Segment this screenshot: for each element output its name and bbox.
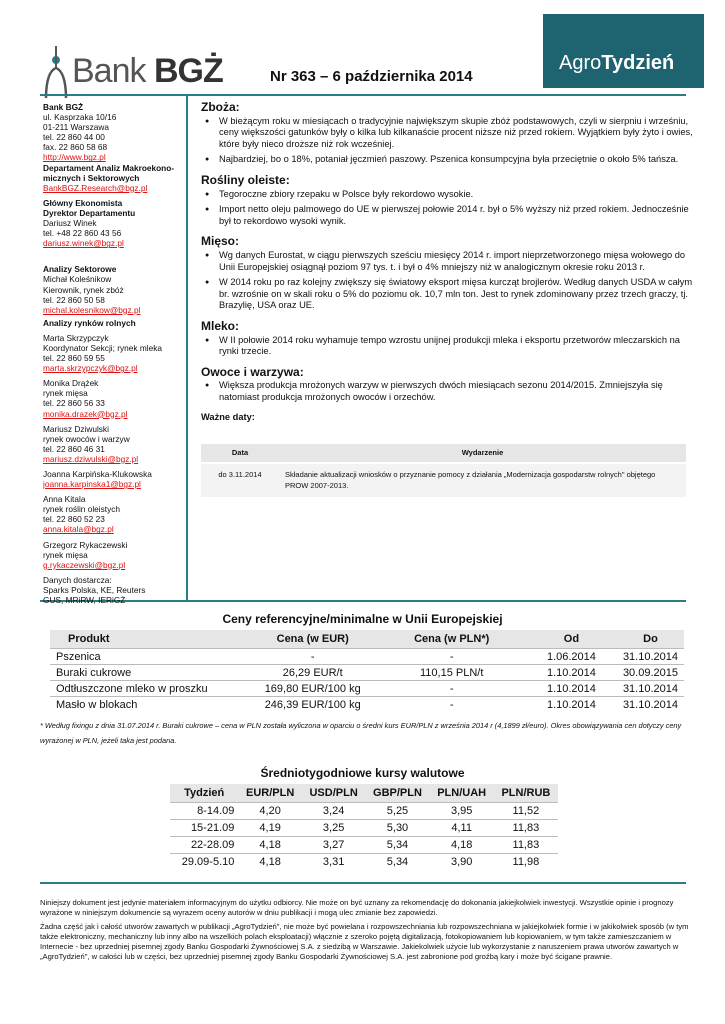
bullet-item: ● W bieżącym roku w miesiącach o tradycyjnie największym skupie zbóż podstawowych, czyli w sierpniu i wrześniu, ceny większości gatunków były o kilka lub kilkanaście procent niższe niż przed rokiem. Wyjątkiem były żyto i owies, które były nieco droższe niż rok wcześniej.	[219, 116, 696, 151]
table-cell: -	[377, 649, 525, 665]
contact-role: rynek mięsa	[43, 388, 88, 399]
table-cell: 1.06.2014	[526, 649, 617, 665]
divider-top	[40, 94, 686, 96]
column-header: Cena (w EUR)	[248, 630, 378, 649]
table-cell: 26,29 EUR/t	[248, 665, 378, 681]
contact-phone: tel. 22 860 46 31	[43, 443, 105, 454]
table-cell: 3,27	[302, 837, 366, 854]
table-cell: 3,24	[302, 803, 366, 820]
section-mleko	[201, 318, 696, 358]
agro-prefix: Agro	[559, 52, 602, 74]
bullet-item: ● W II połowie 2014 roku wyhamuje tempo wzrostu unijnej produkcji mleka i eksportu przetworów mleczarskich na rynki trzecie.	[219, 335, 696, 358]
section-rosliny-oleiste	[201, 172, 696, 227]
department-email-link[interactable]: BankBGZ.Research@bgz.pl	[43, 182, 148, 193]
phone: tel. 22 860 44 00	[43, 132, 105, 143]
table-cell: 4,18	[238, 837, 302, 854]
contact-email-link[interactable]: mariusz.dziwulski@bgz.pl	[43, 453, 139, 464]
contact-phone: tel. 22 860 50 58	[43, 294, 105, 305]
table-row	[170, 820, 558, 837]
table-cell: 4,20	[238, 803, 302, 820]
contact-email-link[interactable]: g.rykaczewski@bgz.pl	[43, 559, 126, 570]
section-mieso	[201, 236, 696, 312]
table-cell: -	[248, 649, 378, 665]
contact-phone: tel. 22 860 56 33	[43, 398, 105, 409]
contact-role: rynek owoców i warzyw	[43, 433, 130, 444]
address-line: 01-211 Warszawa	[43, 122, 109, 133]
table-cell: 30.09.2015	[617, 665, 684, 681]
column-header: EUR/PLN	[238, 784, 302, 803]
table-cell: -	[377, 697, 525, 713]
date-cell: do 3.11.2014	[201, 463, 279, 497]
table-cell: 5,25	[365, 803, 429, 820]
table-cell: 3,95	[430, 803, 494, 820]
table-cell: 3,25	[302, 820, 366, 837]
contact-name: Dariusz Winek	[43, 218, 97, 229]
disclaimer-paragraph: Niniejszy dokument jest jedynie materiałem informacyjnym do użytku odbiorcy. Nie może on być uznany za rekomendację do dokonania jakiejkolwiek inwestycji. Wszystkie opinie i prognozy wyrażone w niniejszym dokumencie są wyrazem oceny autorów w dniu publikacji i mogą ulec zmianie bez zapowiedzi.	[40, 898, 674, 918]
table-cell: 5,30	[365, 820, 429, 837]
contact-email-link[interactable]: dariusz.winek@bgz.pl	[43, 238, 124, 249]
column-header: PLN/RUB	[494, 784, 558, 803]
contact-phone: tel. 22 860 59 55	[43, 353, 105, 364]
table-cell: 169,80 EUR/100 kg	[248, 681, 378, 697]
contact-role: rynek mięsa	[43, 549, 88, 560]
main-content	[201, 102, 696, 497]
department-name: micznych i Sektorowych	[43, 172, 140, 183]
table-cell: 110,15 PLN/t	[377, 665, 525, 681]
important-dates-heading: Ważne daty:	[201, 412, 255, 423]
contact-name: Michał Koleśnikow	[43, 274, 112, 285]
table-cell: 22-28.09	[170, 837, 238, 854]
contact-sidebar	[43, 102, 185, 605]
issue-number: Nr 363 – 6 października 2014	[270, 68, 473, 85]
table-cell: 3,31	[302, 854, 366, 871]
agro-bold: Tydzień	[601, 52, 675, 74]
column-header: GBP/PLN	[365, 784, 429, 803]
column-header: Od	[526, 630, 617, 649]
sources-line: Sparks Polska, KE, Reuters	[43, 584, 146, 595]
section-heading: Owoce i warzywa:	[201, 364, 304, 379]
table-cell: Pszenica	[50, 649, 248, 665]
contact-role: Koordynator Sekcji; rynek mleka	[43, 342, 162, 353]
role-title: Dyrektor Departamentu	[43, 207, 136, 218]
table-row	[170, 854, 558, 871]
bullet-item: ● Najbardziej, bo o 18%, potaniał jęczmień paszowy. Pszenica konsumpcyjna była przeciętnie o około 5% tańsza.	[219, 154, 696, 166]
table-cell: 11,98	[494, 854, 558, 871]
contact-email-link[interactable]: marta.skrzypczyk@bgz.pl	[43, 363, 138, 374]
column-header: Data	[201, 444, 279, 463]
table-cell: 11,83	[494, 820, 558, 837]
bullet-item: ● Wg danych Eurostat, w ciągu pierwszych sześciu miesięcy 2014 r. import nieprzetworzonego mięsa wołowego do Unii Europejskiej osiągnął poziom 97 tys. t. i był o 4% mniejszy niż w analogicznym okresie roku 2013 r.	[219, 250, 696, 273]
table-row	[50, 681, 684, 697]
column-header: Cena (w PLN*)	[377, 630, 525, 649]
table-row	[170, 803, 558, 820]
section-title: Analizy rynków rolnych	[43, 317, 136, 328]
section-title: Analizy Sektorowe	[43, 264, 117, 275]
bullet-item: ● Import netto oleju palmowego do UE w pierwszej połowie 2014 r. był o 5% wyższy niż przed rokiem. Jednocześnie był to rekordowo wysoki wynik.	[219, 204, 696, 227]
table-cell: 1.10.2014	[526, 681, 617, 697]
agrotydzien-logo	[543, 14, 704, 88]
table-cell: 4,11	[430, 820, 494, 837]
sources-title: Danych dostarcza:	[43, 574, 112, 585]
contact-email-link[interactable]: joanna.karpinska1@bgz.pl	[43, 479, 141, 490]
table-cell: 31.10.2014	[617, 681, 684, 697]
contact-role: Kierownik, rynek zbóż	[43, 284, 124, 295]
website-link[interactable]: http://www.bgz.pl	[43, 152, 106, 163]
contact-phone: tel. 22 860 52 23	[43, 514, 105, 525]
contact-phone: tel. +48 22 860 43 56	[43, 228, 122, 239]
section-owoce-warzywa	[201, 364, 696, 404]
bullet-item: ● Tegoroczne zbiory rzepaku w Polsce były rekordowo wysokie.	[219, 189, 696, 201]
table-cell: 4,18	[238, 854, 302, 871]
exchange-rates-table	[170, 784, 558, 870]
bank-name: Bank BGŻ	[43, 102, 84, 112]
table-cell: Masło w blokach	[50, 697, 248, 713]
table-cell: Odtłuszczone mleko w proszku	[50, 681, 248, 697]
table-cell: 4,19	[238, 820, 302, 837]
table-cell: 8-14.09	[170, 803, 238, 820]
table-cell: 5,34	[365, 854, 429, 871]
exchange-rates-title: Średniotygodniowe kursy walutowe	[260, 766, 465, 780]
section-heading: Rośliny oleiste:	[201, 172, 290, 187]
bank-logo	[40, 40, 240, 100]
reference-prices-title: Ceny referencyjne/minimalne w Unii Europejskiej	[222, 612, 503, 626]
logo-text-bank: Bank	[72, 52, 154, 90]
contact-email-link[interactable]: anna.kitala@bgz.pl	[43, 524, 114, 535]
table-cell: 1.10.2014	[526, 665, 617, 681]
table-cell: 31.10.2014	[617, 649, 684, 665]
contact-name: Mariusz Dziwulski	[43, 423, 109, 434]
table-cell: 3,90	[430, 854, 494, 871]
address-line: ul. Kasprzaka 10/16	[43, 112, 117, 123]
bullet-item: ● W 2014 roku po raz kolejny zwiększy się światowy eksport mięsa kurcząt brojlerów. Według danych USDA w całym br. wzrośnie on w skali roku o 5% do poziomu ok. 10,7 mln ton. Jest to rynek zdominowany przez trzech graczy, tj. Brazylię, USA oraz UE.	[219, 277, 696, 312]
table-cell: 11,52	[494, 803, 558, 820]
table-row	[50, 649, 684, 665]
contact-name: Joanna Karpińska-Klukowska	[43, 469, 152, 479]
contact-role: rynek roślin oleistych	[43, 504, 121, 515]
contact-name: Monika Drążek	[43, 378, 99, 389]
table-cell: -	[377, 681, 525, 697]
section-heading: Zboża:	[201, 100, 240, 114]
important-dates-table	[201, 444, 686, 497]
prices-footnote: * Według fixingu z dnia 31.07.2014 r. Buraki cukrowe – cena w PLN została wyliczona w oparciu o średni kurs EUR/PLN z września 2014 r (4,1899 zł/euro). Okres obowiązywania cen dotyczy ceny wyrażonej w PLN, jeżeli taka jest podana.	[40, 721, 682, 745]
fax: fax. 22 860 58 68	[43, 142, 108, 153]
department-name: Departament Analiz Makroekono-	[43, 162, 175, 173]
role-title: Główny Ekonomista	[43, 197, 123, 208]
disclaimer-paragraph: Żadna część jak i całość utworów zawartych w publikacji „AgroTydzień", nie może być powielana i rozpowszechniania lub rozpowszechniana w jakiejkolwiek formie i w jakikolwiek sposób (w tym także elektroniczny, mechaniczny lub inny albo na wszelkich polach eksploatacji) włącznie z szeroko pojętą digitalizacją, fotokopiowaniem lub kopiowaniem, w tym także zamieszczaniem w Internecie - bez uprzedniej pisemnej zgody Banku Gospodarki Żywnościowej S.A. z siedzibą w Warszawie. Jakiekolwiek użycie lub wykorzystanie z naruszeniem prawa utworów zawartych w „AgroTydzień", w całości lub w części, bez uprzedniej pisemnej zgody Banku Gospodarki Żywnościowej S.A. jest zabronione pod groźbą kary i może być ścigane prawnie.	[40, 921, 689, 962]
bank-logo-icon	[40, 40, 72, 100]
column-header: USD/PLN	[302, 784, 366, 803]
event-cell: Składanie aktualizacji wniosków o przyznanie pomocy z działania „Modernizacja gospodarstw rolnych" objętego PROW 2007-2013.	[279, 463, 686, 497]
contact-name: Marta Skrzypczyk	[43, 332, 109, 343]
column-header: Wydarzenie	[279, 444, 686, 463]
table-row	[170, 837, 558, 854]
table-cell: 4,18	[430, 837, 494, 854]
divider-vertical	[186, 96, 188, 601]
section-heading: Mleko:	[201, 318, 240, 333]
contact-email-link[interactable]: monika.drazek@bgz.pl	[43, 408, 128, 419]
column-header: Produkt	[50, 630, 248, 649]
column-header: PLN/UAH	[430, 784, 494, 803]
table-row	[201, 463, 686, 497]
bullet-item: ● Większa produkcja mrożonych warzyw w pierwszych dwóch miesiącach sezonu 2014/2015. Zmniejszyła się natomiast produkcja mrożonych owoców i orzechów.	[219, 380, 696, 403]
column-header: Tydzień	[170, 784, 238, 803]
reference-prices-table	[50, 630, 684, 712]
divider-bottom	[40, 882, 686, 884]
table-cell: 5,34	[365, 837, 429, 854]
table-row	[50, 697, 684, 713]
table-cell: Buraki cukrowe	[50, 665, 248, 681]
contact-email-link[interactable]: michal.kolesnikow@bgz.pl	[43, 304, 141, 315]
sources-line: GUS, MRiRW, IERiGŻ	[43, 595, 126, 606]
column-header: Do	[617, 630, 684, 649]
contact-name: Grzegorz Rykaczewski	[43, 539, 128, 550]
table-row	[50, 665, 684, 681]
table-cell: 31.10.2014	[617, 697, 684, 713]
contact-name: Anna Kitala	[43, 494, 86, 505]
table-cell: 1.10.2014	[526, 697, 617, 713]
table-cell: 15-21.09	[170, 820, 238, 837]
table-cell: 29.09-5.10	[170, 854, 238, 871]
legal-disclaimer	[40, 898, 690, 966]
table-cell: 11,83	[494, 837, 558, 854]
table-cell: 246,39 EUR/100 kg	[248, 697, 378, 713]
section-zboza	[201, 102, 696, 166]
logo-text-bgz: BGŻ	[153, 52, 223, 90]
section-heading: Mięso:	[201, 234, 240, 249]
